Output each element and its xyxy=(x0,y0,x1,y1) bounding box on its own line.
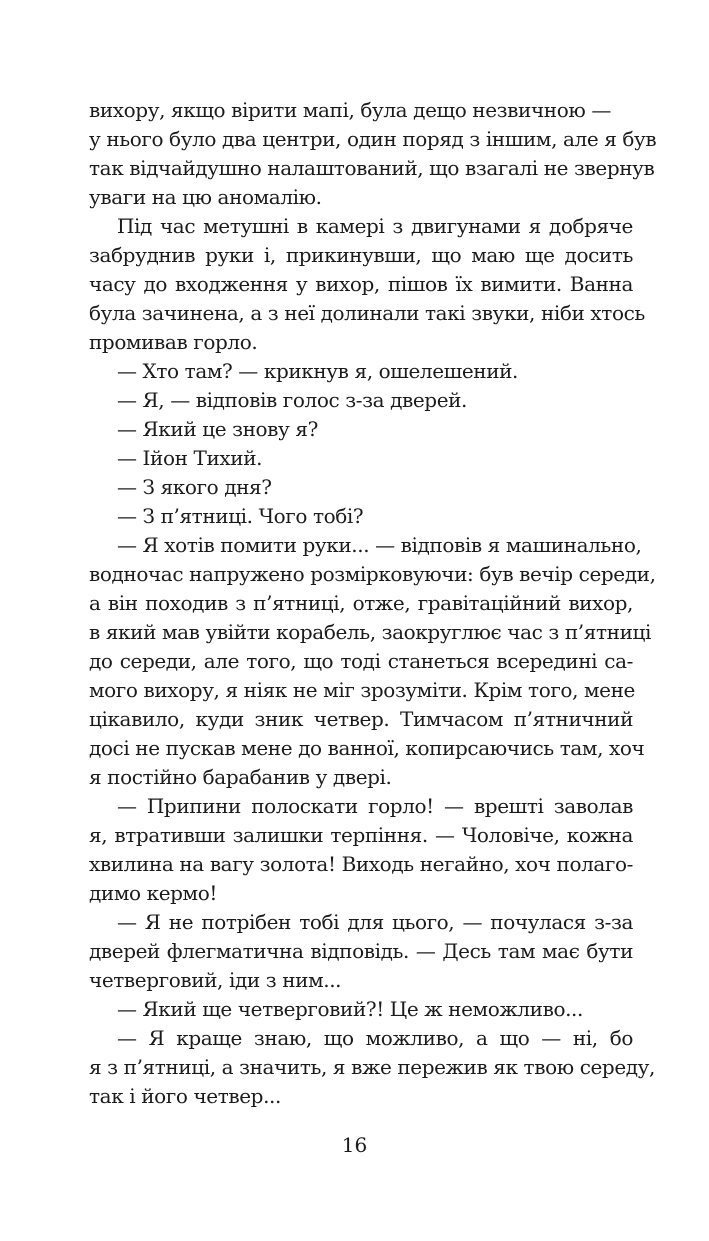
text-line: Під час метушні в камері з двигунами я добряче xyxy=(117,214,633,238)
text-line: я, втративши залишки терпіння. — Чоловіче, кожна xyxy=(89,823,633,847)
text-line: цікавило, куди зник четвер. Тимчасом п’ятничний xyxy=(89,707,633,731)
text-line: до середи, але того, що тоді станеться всередині са- xyxy=(89,649,633,673)
text-line: — Який ще четверговий?! Це ж неможливо... xyxy=(117,997,583,1021)
text-line: хвилина на вагу золота! Виходь негайно, хоч полаго- xyxy=(89,852,633,876)
text-line: я постійно барабанив у двері. xyxy=(89,765,392,789)
text-line: а він походив з п’ятниці, отже, гравітаційний вихор, xyxy=(89,591,633,615)
text-line: — З якого дня? xyxy=(117,475,272,499)
text-line: — Я, — відповів голос з-за дверей. xyxy=(117,388,468,412)
book-page-text xyxy=(89,96,657,1111)
text-line: я з п’ятниці, а значить, я вже пережив як твою середу, xyxy=(89,1055,656,1079)
text-line: димо кермо! xyxy=(89,881,217,905)
text-line: так і його четвер... xyxy=(89,1084,281,1108)
text-line: — Припини полоскати горло! — врешті заволав xyxy=(117,794,633,818)
text-line: досі не пускав мене до ванної, копирсаючись там, хоч xyxy=(89,736,645,760)
text-line: часу до входження у вихор, пішов їх вимити. Ванна xyxy=(89,272,633,296)
text-line: четверговий, іди з ним... xyxy=(89,968,342,992)
text-line: мого вихору, я ніяк не міг зрозуміти. Крім того, мене xyxy=(89,678,635,702)
text-line: була зачинена, а з неї долинали такі звуки, ніби хтось xyxy=(89,301,645,325)
text-line: водночас напружено розмірковуючи: був вечір середи, xyxy=(89,562,656,586)
text-line: дверей флегматична відповідь. — Десь там має бути xyxy=(89,939,633,963)
text-line: — Я не потрібен тобі для цього, — почулася з-за xyxy=(117,910,633,934)
text-line: промивав горло. xyxy=(89,330,258,354)
text-line: в який мав увійти корабель, заокруглює час з п’ятниці xyxy=(89,620,651,644)
text-line: — Який це знову я? xyxy=(117,417,318,441)
page-number: 16 xyxy=(341,1133,368,1157)
text-line: — Я хотів помити руки... — відповів я машинально, xyxy=(117,533,642,557)
text-line: — Я краще знаю, що можливо, а що — ні, бо xyxy=(117,1026,633,1050)
text-line: — З п’ятниці. Чого тобі? xyxy=(117,504,364,528)
text-line: — Хто там? — крикнув я, ошелешений. xyxy=(117,359,519,383)
text-line: — Ійон Тихий. xyxy=(117,446,263,470)
text-line: уваги на цю аномалію. xyxy=(89,185,322,209)
text-line: вихору, якщо вірити мапі, була дещо незвичною — xyxy=(89,98,611,122)
text-line: так відчайдушно налаштований, що взагалі не звернув xyxy=(89,156,655,180)
text-line: у нього було два центри, один поряд з іншим, але я був xyxy=(89,127,657,151)
text-line: забруднив руки і, прикинувши, що маю ще досить xyxy=(89,243,633,267)
